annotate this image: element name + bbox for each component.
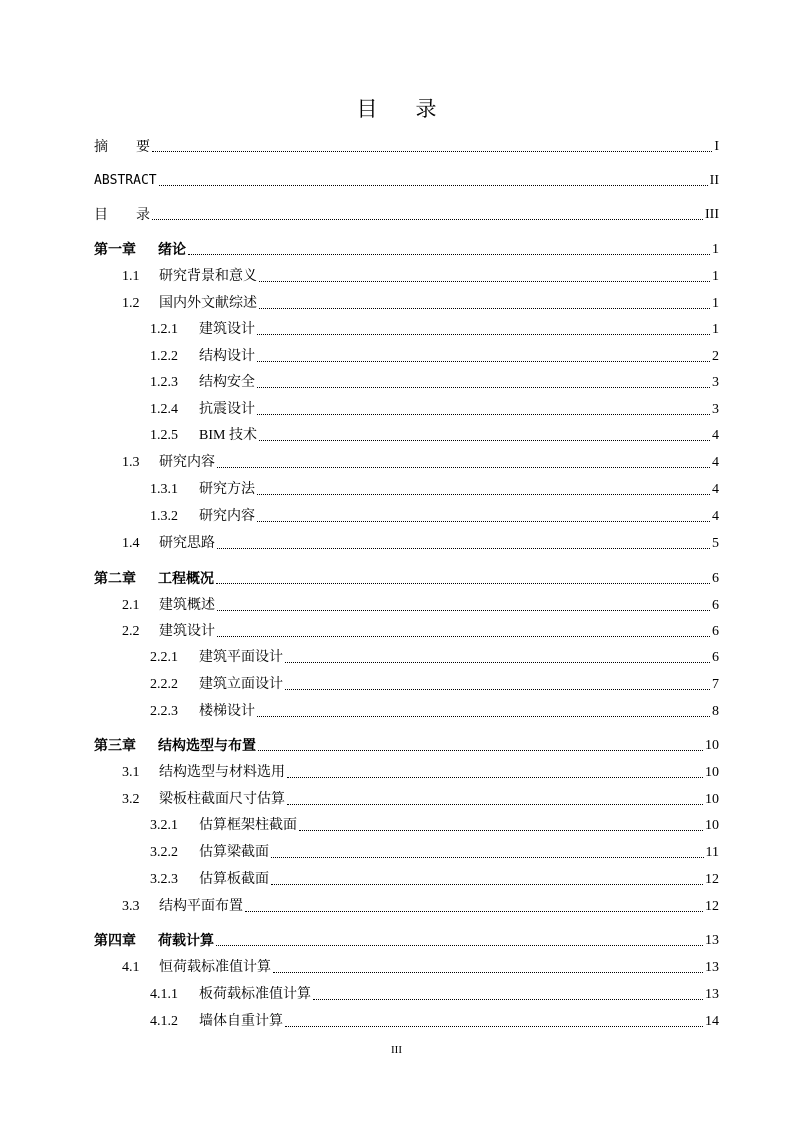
dot-leader [273,972,703,973]
title-char-right: 录 [415,97,437,121]
dot-leader [257,334,710,335]
toc-entry-number: 1.2 [122,296,140,311]
toc-entry-number: 3.3 [122,899,140,914]
toc-entry-number: 3.2.1 [150,818,178,833]
toc-entry-number: 第三章 [94,738,136,754]
toc-entry-label: BIM 技术 [199,428,257,443]
toc-entry-page: 8 [712,704,719,719]
dot-leader [257,716,710,717]
toc-entry-page: 11 [705,845,719,860]
toc-entry-label: 研究内容 [199,509,255,524]
toc-entry-number: 1.1 [122,269,140,284]
toc-entry-label: 估算板截面 [199,872,269,887]
toc-entry[interactable] [150,347,719,367]
toc-entry-label: 墙体自重计算 [199,1014,283,1029]
dot-leader [159,185,708,186]
toc-entry-page: 6 [712,571,719,586]
toc-entry-number: 2.2 [122,624,140,639]
dot-leader [217,467,710,468]
toc-entry[interactable] [150,426,719,446]
toc-entry-number: 第一章 [94,242,136,258]
toc-entry-number: 3.2.3 [150,872,178,887]
toc-entry-label: 目 录 [94,207,150,223]
toc-entry-page: 1 [712,269,719,284]
toc-entry-number: 1.2.4 [150,402,178,417]
toc-entry[interactable] [150,675,719,695]
toc-entry-page: 4 [712,428,719,443]
dot-leader [216,583,710,584]
toc-entry-page: 10 [705,818,719,833]
dot-leader [245,911,703,912]
toc-entry-number: 3.2.2 [150,845,178,860]
toc-entry-page: 1 [712,242,719,257]
dot-leader [285,662,710,663]
toc-entry-page: 4 [712,455,719,470]
toc-entry-page: 10 [705,738,719,753]
toc-entry-page: 1 [712,296,719,311]
toc-entry-label: 梁板柱截面尺寸估算 [159,792,285,807]
toc-entry[interactable] [94,931,719,951]
toc-entry[interactable] [122,763,719,783]
toc-entry-page: 5 [712,536,719,551]
toc-entry[interactable] [150,320,719,340]
toc-entry-label: 工程概况 [158,571,214,587]
toc-entry-label: 摘 要 [94,139,150,155]
toc-entry-number: 1.2.2 [150,349,178,364]
dot-leader [285,689,710,690]
toc-entry-number: 3.1 [122,765,140,780]
toc-entry-page: 3 [712,375,719,390]
toc-entry-page: 13 [705,960,719,975]
toc-entry-page: 6 [712,650,719,665]
toc-entry-number: 2.2.2 [150,677,178,692]
dot-leader [152,219,703,220]
toc-entry-page: 7 [712,677,719,692]
toc-entry-label: 研究思路 [159,536,215,551]
toc-entry-label: 建筑设计 [159,624,215,639]
toc-entry-page: 6 [712,598,719,613]
dot-leader [217,548,710,549]
toc-entry-label: 楼梯设计 [199,704,255,719]
page-title [0,94,793,124]
toc-entry-label: 研究方法 [199,482,255,497]
toc-entry-page: 1 [712,322,719,337]
toc-entry-label: 国内外文献综述 [159,296,257,311]
toc-entry-page: 10 [705,765,719,780]
toc-entry-label: 研究背景和意义 [159,269,257,284]
toc-entry-number: 4.1 [122,960,140,975]
toc-entry-page: 3 [712,402,719,417]
dot-leader [258,750,703,751]
toc-entry[interactable] [150,507,719,527]
dot-leader [313,999,703,1000]
toc-entry[interactable] [122,534,719,554]
toc-entry[interactable] [150,702,719,722]
toc-entry-label: 板荷载标准值计算 [199,987,311,1002]
toc-entry[interactable] [150,816,719,836]
title-char-left: 目 [356,97,378,121]
toc-entry[interactable] [94,171,719,191]
toc-entry[interactable] [122,596,719,616]
toc-entry-label: 建筑概述 [159,598,215,613]
toc-entry-page: 2 [712,349,719,364]
toc-entry-label: 结构平面布置 [159,899,243,914]
toc-entry-page: 12 [705,872,719,887]
toc-entry[interactable] [150,843,719,863]
toc-entry-label: 建筑立面设计 [199,677,283,692]
toc-entry-label: 估算框架柱截面 [199,818,297,833]
toc-entry-number: 1.2.5 [150,428,178,443]
dot-leader [152,151,712,152]
toc-entry-page: 13 [705,987,719,1002]
dot-leader [271,857,704,858]
toc-entry-number: 1.2.3 [150,375,178,390]
dot-leader [259,281,710,282]
toc-entry-page: II [709,173,719,188]
toc-entry-label: 恒荷载标准值计算 [159,960,271,975]
toc-entry-number: 2.2.3 [150,704,178,719]
dot-leader [285,1026,703,1027]
toc-entry[interactable] [122,453,719,473]
dot-leader [257,387,710,388]
toc-entry-label: ABSTRACT [94,173,157,188]
toc-entry-label: 结构选型与布置 [158,738,256,754]
dot-leader [217,610,710,611]
toc-entry-number: 2.1 [122,598,140,613]
toc-entry[interactable] [150,985,719,1005]
toc-entry[interactable] [94,736,719,756]
toc-entry-label: 估算梁截面 [199,845,269,860]
toc-entry[interactable] [94,569,719,589]
toc-entry-number: 1.3.2 [150,509,178,524]
toc-entry-page: 13 [705,933,719,948]
toc-entry-number: 1.3 [122,455,140,470]
toc-entry[interactable] [150,648,719,668]
toc-entry-label: 荷载计算 [158,933,214,949]
toc-entry[interactable] [94,240,719,260]
toc-entry[interactable] [122,294,719,314]
page-footer-number: III [391,1044,402,1056]
toc-entry-number: 4.1.1 [150,987,178,1002]
toc-entry-page: 6 [712,624,719,639]
toc-entry-page: 12 [705,899,719,914]
toc-entry[interactable] [122,958,719,978]
toc-entry-page: 14 [705,1014,719,1029]
toc-entry[interactable] [122,267,719,287]
toc-entry-number: 第二章 [94,571,136,587]
toc-entry[interactable] [122,790,719,810]
toc-entry[interactable] [150,1012,719,1032]
dot-leader [216,945,703,946]
toc-entry-label: 绪论 [158,242,186,258]
dot-leader [299,830,703,831]
toc-entry[interactable] [122,897,719,917]
toc-entry-label: 结构选型与材料选用 [159,765,285,780]
dot-leader [271,884,703,885]
dot-leader [287,804,703,805]
toc-entry-number: 1.3.1 [150,482,178,497]
toc-entry-page: 10 [705,792,719,807]
toc-entry[interactable] [94,205,719,225]
toc-entry-number: 3.2 [122,792,140,807]
dot-leader [217,636,710,637]
toc-entry-label: 建筑平面设计 [199,650,283,665]
toc-entry-label: 建筑设计 [199,322,255,337]
toc-entry-label: 研究内容 [159,455,215,470]
dot-leader [259,308,710,309]
toc-entry[interactable] [150,480,719,500]
toc-entry[interactable] [150,870,719,890]
toc-entry-number: 2.2.1 [150,650,178,665]
toc-entry-number: 4.1.2 [150,1014,178,1029]
dot-leader [287,777,703,778]
toc-entry-number: 1.2.1 [150,322,178,337]
toc-entry[interactable] [94,137,719,157]
toc-entry-label: 结构安全 [199,375,255,390]
toc-entry-number: 1.4 [122,536,140,551]
toc-entry-label: 抗震设计 [199,402,255,417]
dot-leader [257,414,710,415]
toc-entry-number: 第四章 [94,933,136,949]
toc-entry-page: 4 [712,482,719,497]
toc-entry[interactable] [150,373,719,393]
toc-entry-page: I [714,139,719,154]
toc-entry[interactable] [150,400,719,420]
toc-entry[interactable] [122,622,719,642]
toc-entry-label: 结构设计 [199,349,255,364]
dot-leader [257,361,710,362]
dot-leader [259,440,710,441]
toc-entry-page: 4 [712,509,719,524]
dot-leader [257,521,710,522]
dot-leader [188,254,710,255]
dot-leader [257,494,710,495]
toc-entry-page: III [705,207,719,222]
